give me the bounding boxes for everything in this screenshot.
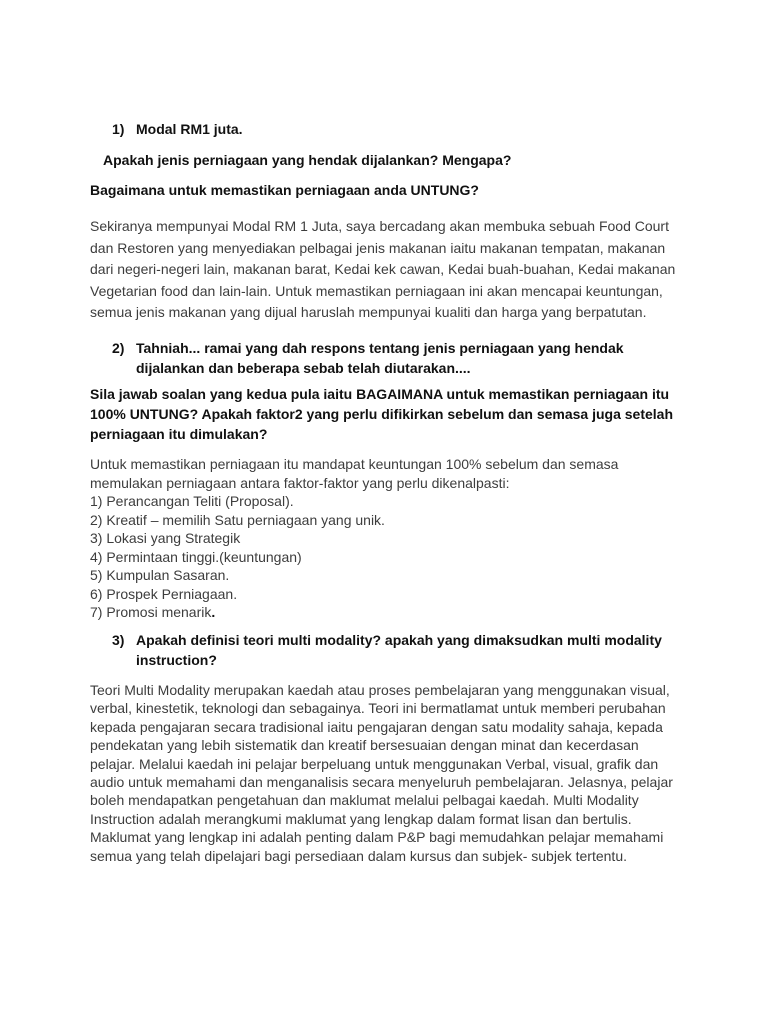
question-1-subquestion-a: Apakah jenis perniagaan yang hendak dijalankan? Mengapa?: [103, 152, 512, 168]
question-1-heading: [0, 119, 768, 139]
question-3-answer: Teori Multi Modality merupakan kaedah atau proses pembelajaran yang menggunakan visual, verbal, kinestetik, teknologi dan sebagainya. Teori ini bermatlamat untuk memberi perubahan kepada pengajaran secara tradisional iaitu pengajaran dengan satu modality sahaja, kepada pendekatan yang lebih sistematik dan kreatif bersesuaian dengan minat dan kecerdasan pelajar. Melalui kaedah ini pelajar berpeluang untuk menggunakan Verbal, visual, grafik dan audio untuk memahami dan menganalisis secara menyeluruh pembelajaran. Jelasnya, pelajar boleh mendapatkan pengetahuan dan maklumat melalui pelbagai kaedah. Multi Modality Instruction adalah merangkumi maklumat yang lengkap dalam format lisan dan bertulis. Maklumat yang lengkap ini adalah penting dalam P&P bagi memudahkan pelajar memahami semua yang telah dipelajari bagi persediaan dalam kursus dan subjek- subjek tertentu.: [90, 682, 673, 864]
factor-list-item: 5) Kumpulan Sasaran.: [90, 567, 230, 583]
question-2-number: 2): [112, 340, 125, 356]
question-2-intro: Untuk memastikan perniagaan itu mandapat keuntungan 100% sebelum dan semasa memulakan perniagaan antara faktor-faktor yang perlu dikenalpasti:: [90, 456, 619, 491]
question-2-heading: [0, 338, 768, 378]
factor-list-item: 1) Perancangan Teliti (Proposal).: [90, 493, 294, 509]
factor-list-item: 3) Lokasi yang Strategik: [90, 530, 241, 546]
question-3-heading: [0, 630, 768, 670]
question-3-title: Apakah definisi teori multi modality? apakah yang dimaksudkan multi modality instruction?: [136, 632, 662, 668]
question-3-number: 3): [112, 632, 125, 648]
question-2-answer: [90, 455, 680, 622]
question-1-number: 1): [112, 121, 125, 137]
question-1-subquestion-b: Bagaimana untuk memastikan perniagaan anda UNTUNG?: [90, 182, 479, 198]
question-2-subquestion: Sila jawab soalan yang kedua pula iaitu BAGAIMANA untuk memastikan perniagaan itu 100% UNTUNG? Apakah faktor2 yang perlu difikirkan sebelum dan semasa juga setelah perniagaan itu dimulakan?: [90, 386, 674, 442]
factor-list-item: 2) Kreatif – memilih Satu perniagaan yang unik.: [90, 511, 385, 528]
factor-list-item-last: [90, 603, 680, 622]
question-1-title: Modal RM1 juta.: [136, 121, 243, 137]
factor-list-item: 4) Permintaan tinggi.(keuntungan): [90, 548, 302, 565]
question-1-answer: Sekiranya mempunyai Modal RM 1 Juta, saya bercadang akan membuka sebuah Food Court dan Restoren yang menyediakan pelbagai jenis makanan iaitu makanan tempatan, makanan dari negeri-negeri lain, makanan barat, Kedai kek cawan, Kedai buah-buahan, Kedai makanan Vegetarian food dan lain-lain. Untuk memastikan perniagaan ini akan mencapai keuntungan, semua jenis makanan yang dijual haruslah mempunyai kualiti dan harga yang berpatutan.: [90, 218, 676, 320]
factor-list-item: 7) Promosi menarik: [90, 604, 212, 620]
factor-list-item: 6) Prospek Perniagaan.: [90, 585, 238, 602]
list-end-period: .: [211, 604, 216, 620]
question-2-title: Tahniah... ramai yang dah respons tentang jenis perniagaan yang hendak dijalankan dan beberapa sebab telah diutarakan....: [136, 340, 624, 376]
